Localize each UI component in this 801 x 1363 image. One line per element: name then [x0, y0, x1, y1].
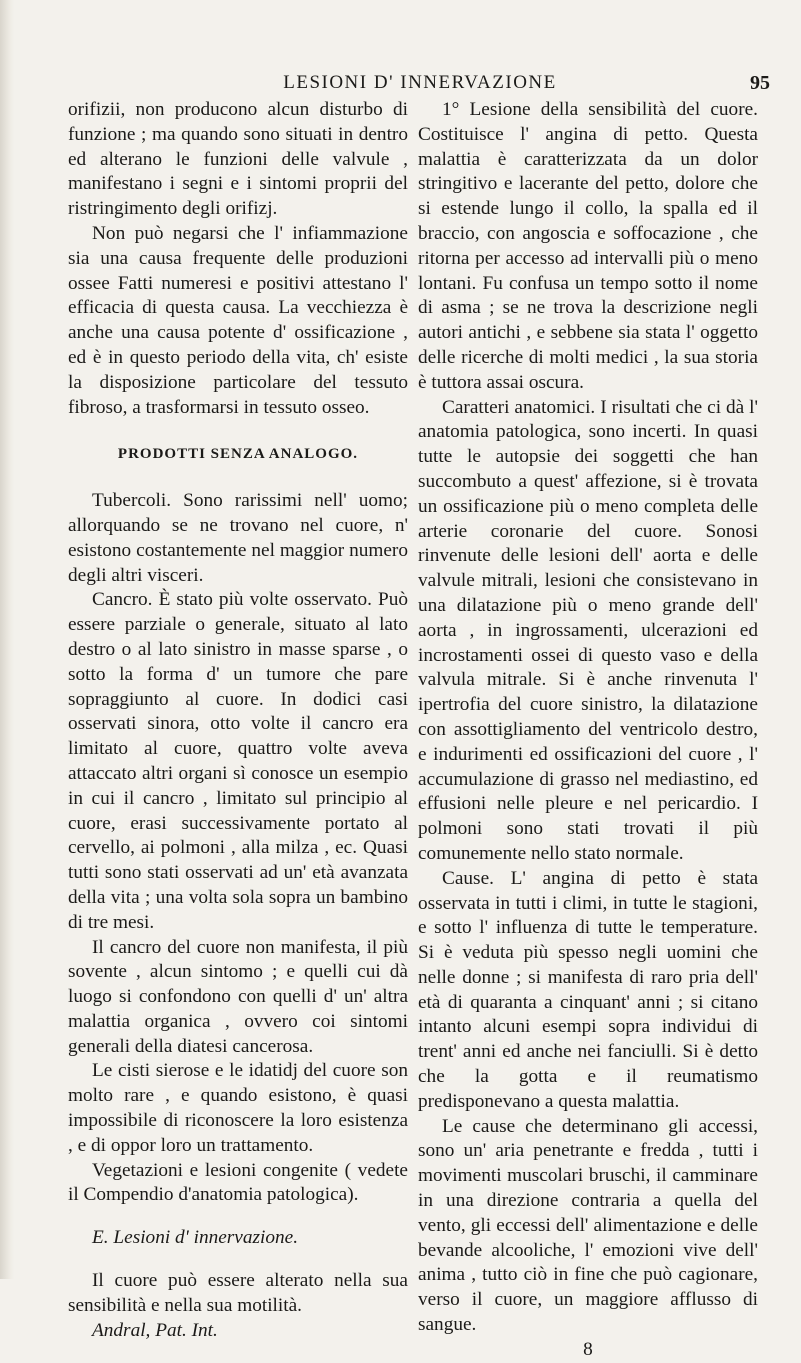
subsection-heading: E. Lesioni d' innervazione. — [92, 1227, 299, 1249]
paragraph: Non può negarsi che l' infiammazione sia una causa frequente delle produzioni ossee Fatti numeresi e positivi attestano l' efficacia di questa causa. La vecchiezza è anche una causa potente d' ossificazione , ed è in questo periodo della vita, ch' esiste la disposizione particolare del tessuto fibroso, a trasformarsi in tessuto osseo. — [68, 222, 408, 418]
running-head: LESIONI D' INNERVAZIONE — [283, 72, 557, 93]
paragraph: Cause. L' angina di petto è stata osservata in tutti i climi, in tutte le stagioni, e sotto l' influenza di tutte le temperature. Si è veduta più spesso negli uomini che nelle donne ; si manifesta di raro pria dell' età di quaranta a cinquant' anni ; si citano intanto alcuni esempi sopra individui di trent' anni ed anche nei fanciulli. Si è detto che la gotta e il reumatismo predisponevano a questa malattia. — [418, 867, 758, 1112]
left-column — [68, 98, 408, 1343]
right-column — [418, 98, 758, 1363]
paragraph: Caratteri anatomici. I risultati che ci dà l' anatomia patologica, sono incerti. In quasi tutte le autopsie dei soggetti che han succombuto a quest' affezione, si è trovata un ossificazione più o meno completa delle arterie coronarie del cuore. Sonosi rinvenute delle lesioni dell' aorta e delle valvule mitrali, lesioni che consistevano in una dilatazione più o meno grande dell' aorta , in ingrossamenti, ulcerazioni ed incrostamenti ossei di questo vaso e della valvula mitrale. Si è anche rinvenuta l' ipertrofia del cuore sinistro, la dilatazione con assottigliamento del ventricolo destro, e indurimenti ed ossificazioni del cuore , l' accumulazione di grasso nel mediastino, ed effusioni nelle pleure e nel pericardio. I polmoni sono stati trovati il più comunemente nello stato normale. — [418, 396, 758, 864]
paragraph: Tubercoli. Sono rarissimi nell' uomo; allorquando se ne trovano nel cuore, n' esistono costantemente nel maggior numero degli altri visceri. — [68, 490, 408, 586]
paragraph: Le cause che determinano gli accessi, sono un' aria penetrante e fredda , tutti i movimenti muscolari bruschi, il camminare in una direzione contraria a quella del vento, gli eccessi dell' alimentazione e delle bevande alcooliche, l' emozioni vive dell' anima , tutto ciò in fine che può cagionare, verso il cuore, un maggiore afflusso di sangue. — [418, 1115, 758, 1336]
paragraph: Le cisti sierose e le idatidj del cuore son molto rare , e quando esistono, è quasi impossibile di riconoscere la loro esistenza , e di oppor loro un trattamento. — [68, 1060, 408, 1156]
page-edge-shadow — [0, 0, 14, 1279]
paragraph: 1° Lesione della sensibilità del cuore. Costituisce l' angina di petto. Questa malattia è caratterizzata da un dolor stringitivo e lacerante del petto, dolore che si estende lungo il collo, la spalla ed il braccio, con angoscia e soffocazione , che ritorna per accesso ad intervalli più o meno lontani. Fu confusa un tempo sotto il nome di asma ; se ne trova la descrizione negli autori antichi , e sebbene sia stata l' oggetto delle ricerche di molti medici , la sua storia è tuttora assai oscura. — [418, 99, 758, 393]
paragraph: orifizii, non producono alcun disturbo di funzione ; ma quando sono situati in dentro ed alterano le funzioni delle valvule , manifestano i segni e i sintomi proprii del ristringimento degli orifizj. — [68, 99, 408, 220]
page-header — [60, 72, 780, 100]
paragraph: Il cancro del cuore non manifesta, il più sovente , alcun sintomo ; e quelli cui dà luogo si confondono con quelli d' un' altra malattia organica , ovvero coi sintomi generali della diatesi cancerosa. — [68, 936, 408, 1057]
section-heading: PRODOTTI SENZA ANALOGO. — [117, 446, 359, 463]
signature-mark: 8 — [583, 1338, 593, 1360]
paragraph: Cancro. È stato più volte osservato. Può essere parziale o generale, situato al lato destro o al lato sinistro in masse sparse , o sotto la forma d' un tumore che pare sopraggiunto al cuore. In dodici casi osservati sinora, otto volte il cancro era limitato al cuore, quattro volte aveva attaccato altri organi sì conosce un esempio in cui il cancro , limitato sul principio al cuore, erasi successivamente portato al cervello, ai polmoni , alla milza , ec. Quasi tutti sono stati osservati ad un' età avanzata della vita ; una volta sola sopra un bambino di tre mesi. — [68, 589, 408, 933]
paragraph: Vegetazioni e lesioni congenite ( vedete il Compendio d'anatomia patologica). — [68, 1159, 408, 1206]
paragraph: Il cuore può essere alterato nella sua sensibilità e nella sua motilità. — [68, 1270, 408, 1316]
citation: Andral, Pat. Int. — [92, 1319, 218, 1341]
page-number: 95 — [750, 72, 770, 94]
